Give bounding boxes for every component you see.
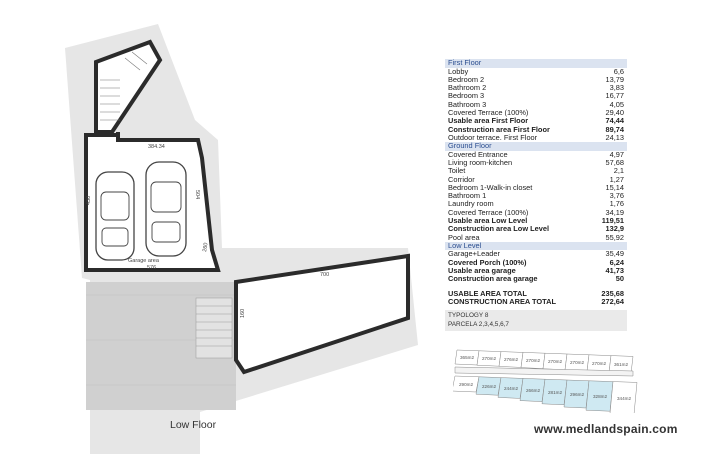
row-value: 13,79: [605, 74, 624, 84]
row-label: Toilet: [448, 166, 466, 176]
row-label: Lobby: [448, 66, 469, 76]
row-value: 119,51: [601, 216, 624, 226]
row-label: Covered Terrace (100%): [448, 107, 529, 117]
parcel-top-label: 276m2: [503, 357, 519, 362]
row-label: Usable area Low Level: [448, 216, 528, 226]
table-row: [445, 159, 627, 167]
row-label: Covered Terrace (100%): [448, 207, 529, 217]
parcel-bottom-label: 244m2: [503, 386, 519, 391]
row-label: Covered Entrance: [448, 149, 508, 159]
parcel-bottom-label: 266m2: [525, 388, 541, 393]
car-left: [96, 172, 134, 260]
dim-terrace-height: 160: [240, 308, 246, 318]
parcel-top-label: 270m2: [547, 359, 563, 364]
row-value: 3,83: [609, 83, 624, 93]
row-label: Construction area garage: [448, 274, 538, 284]
row-value: 16,77: [605, 91, 624, 101]
row-value: 50: [615, 274, 624, 284]
row-label: Covered Porch (100%): [448, 257, 527, 267]
row-value: 15,14: [605, 182, 624, 192]
parcel-bottom-label: 290m2: [458, 382, 474, 387]
row-label: Construction area First Floor: [448, 124, 550, 134]
row-label: Bedroom 1-Walk-in closet: [448, 182, 533, 192]
total-value: 235,68: [601, 288, 624, 298]
dim-side: 260: [202, 242, 210, 253]
row-value: 35,49: [605, 249, 624, 259]
row-value: 89,74: [605, 124, 624, 134]
row-label: Pool area: [448, 232, 480, 242]
parcel-bottom-label: 344m2: [616, 396, 632, 401]
parcel-top-label: 270m2: [591, 361, 607, 366]
row-label: Usable area First Floor: [448, 116, 529, 126]
parcel-map: [453, 347, 643, 413]
parcela-label: PARCELA 2,3,4,5,6,7: [448, 320, 509, 328]
area-table: [445, 59, 627, 331]
row-value: 1,27: [609, 174, 624, 184]
row-value: 34,19: [605, 207, 624, 217]
parcel-bottom-label: 328m2: [592, 394, 608, 399]
dim-terrace-width: 700: [320, 272, 330, 278]
row-value: 3,76: [609, 191, 624, 201]
stairs-lower: [196, 298, 232, 358]
section-header: Low Level: [445, 242, 627, 251]
table-row: [445, 275, 627, 283]
parcel-bottom-label: 226m2: [481, 384, 497, 389]
row-value: 41,73: [605, 266, 624, 276]
row-label: Bedroom 3: [448, 91, 485, 101]
dim-garage-side: 504: [194, 190, 200, 200]
row-label: Bathroom 3: [448, 99, 487, 109]
total-value: 272,64: [601, 296, 624, 306]
typology-box: [445, 310, 627, 331]
row-value: 4,97: [609, 149, 624, 159]
row-value: 6,6: [613, 66, 624, 76]
row-value: 132,9: [605, 224, 624, 234]
dim-garage-width: 384.34: [148, 144, 165, 150]
total-row: [445, 298, 627, 306]
row-value: 74,44: [605, 116, 624, 126]
row-value: 4,05: [609, 99, 624, 109]
plan-caption: Low Floor: [170, 419, 217, 431]
parcel-bottom-label: 281m2: [547, 390, 563, 395]
row-value: 6,24: [609, 257, 624, 267]
parcel-top-label: 270m2: [525, 358, 541, 363]
watermark: www.medlandspain.com: [534, 422, 678, 436]
parcel-top-label: 270m2: [569, 360, 585, 365]
label-garage-area-value: 576: [147, 265, 157, 271]
row-value: 29,40: [605, 107, 624, 117]
row-label: Bathroom 1: [448, 191, 487, 201]
row-label: Corridor: [448, 174, 475, 184]
dim-garage-height: 430: [86, 195, 92, 205]
row-value: 57,68: [605, 157, 624, 167]
row-label: Living room-kitchen: [448, 157, 513, 167]
row-label: Construction area Low Level: [448, 224, 550, 234]
row-label: Outdoor terrace. First Floor: [448, 132, 538, 142]
row-value: 1,76: [609, 199, 624, 209]
section-header: First Floor: [445, 59, 627, 68]
total-label: CONSTRUCTION AREA TOTAL: [448, 296, 556, 306]
parcel-top-label: 365m2: [459, 355, 475, 360]
parcel-top-label: 361m2: [613, 362, 629, 367]
row-value: 24,13: [605, 132, 624, 142]
row-value: 55,92: [605, 232, 624, 242]
parcel-bottom-label: 296m2: [569, 392, 585, 397]
row-label: Bedroom 2: [448, 74, 485, 84]
row-label: Garage+Leader: [448, 249, 500, 259]
typology-label: TYPOLOGY 8: [448, 312, 489, 320]
row-label: Laundry room: [448, 199, 494, 209]
row-label: Bathroom 2: [448, 83, 487, 93]
total-label: USABLE AREA TOTAL: [448, 288, 527, 298]
parcel-top-label: 270m2: [481, 356, 497, 361]
row-label: Usable area garage: [448, 266, 516, 276]
row-value: 2,1: [613, 166, 624, 176]
section-header: Ground Floor: [445, 142, 627, 151]
car-right: [146, 162, 186, 256]
label-garage-area: Garage area: [128, 258, 159, 264]
